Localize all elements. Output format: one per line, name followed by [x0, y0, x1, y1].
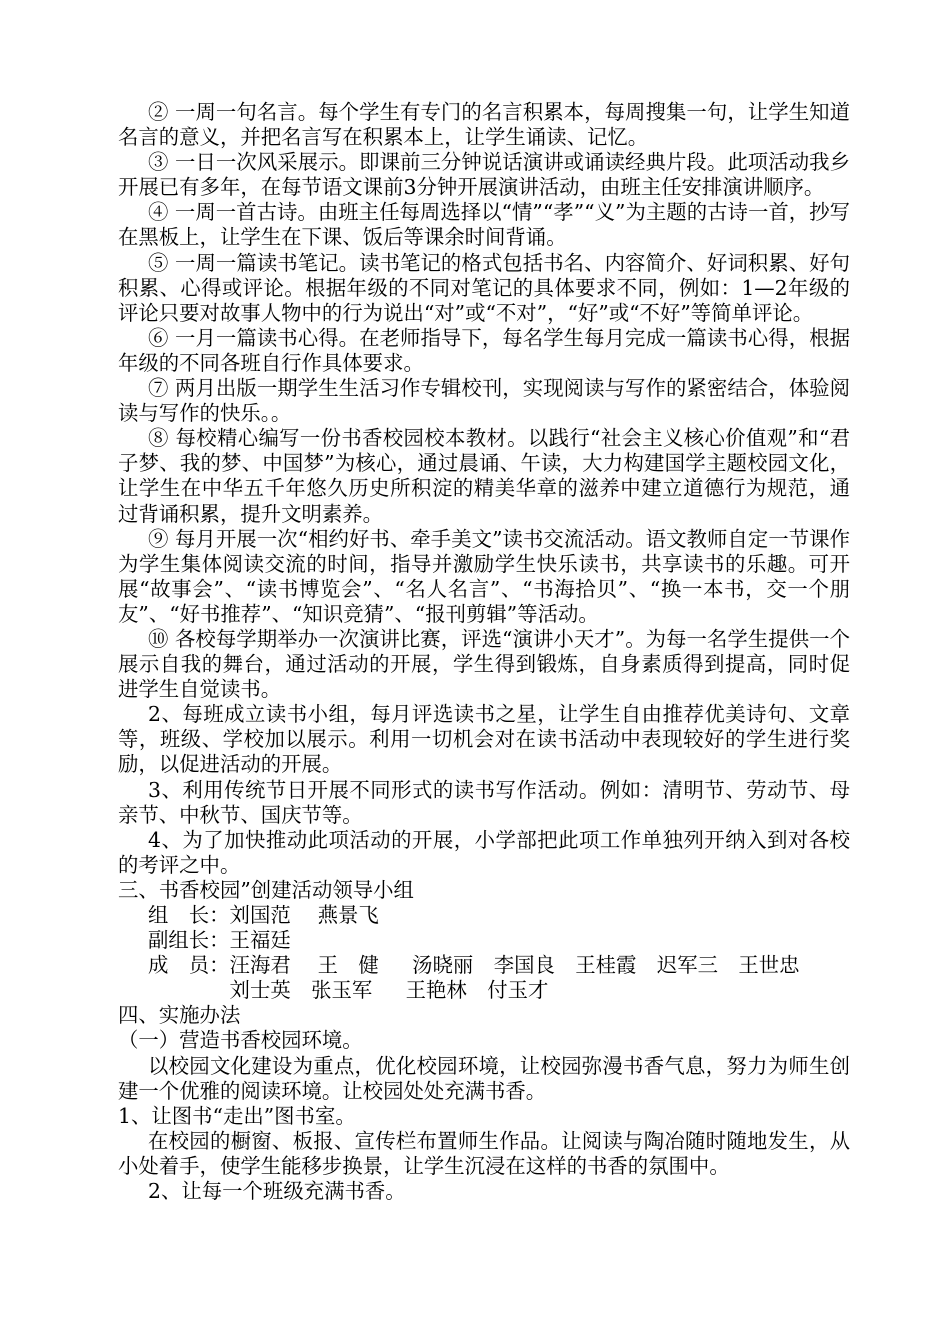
paragraph: ④ 一周一首古诗。由班主任每周选择以“情”“孝”“义”为主题的古诗一首，抄写在黑板上，让学生在下课、饭后等课余时间背诵。	[118, 200, 850, 250]
paragraph: 3、利用传统节日开展不同形式的读书写作活动。例如：清明节、劳动节、母亲节、中秋节、国庆节等。	[118, 777, 850, 827]
paragraph: 在校园的橱窗、板报、宣传栏布置师生作品。让阅读与陶冶随时随地发生，从小处着手，使学生能移步换景，让学生沉浸在这样的书香的氛围中。	[118, 1128, 850, 1178]
paragraph: 四、实施办法	[118, 1003, 241, 1028]
paragraph: 4、为了加快推动此项活动的开展，小学部把此项工作单独列开纳入到对各校的考评之中。	[118, 827, 850, 877]
paragraph: ⑩ 各校每学期举办一次演讲比赛，评选“演讲小天才”。为每一名学生提供一个展示自我的舞台，通过活动的开展，学生得到锻炼，自身素质得到提高，同时促进学生自觉读书。	[118, 626, 850, 702]
paragraph: 三、书香校园”创建活动领导小组	[118, 877, 414, 902]
paragraph: ⑧ 每校精心编写一份书香校园校本教材。以践行“社会主义核心价值观”和“君子梦、我的梦、中国梦”为核心，通过晨诵、午读，大力构建国学主题校园文化，让学生在中华五千年悠久历史所积淀的精美华章的滋养中建立道德行为规范，通过背诵积累，提升文明素养。	[118, 426, 850, 526]
paragraph: ⑦ 两月出版一期学生生活习作专辑校刊，实现阅读与写作的紧密结合，体验阅读与写作的快乐。。	[118, 376, 850, 426]
body-text-1	[118, 100, 850, 903]
paragraph: ⑨ 每月开展一次“相约好书、牵手美文”读书交流活动。语文教师自定一节课作为学生集体阅读交流的时间，指导并激励学生快乐读书，共享读书的乐趣。可开展“故事会”、“读书博览会”、“名人名言”、“书海拾贝”、“换一本书，交一个朋友”、“好书推荐”、“知识竞猜”、“报刊剪辑”等活动。	[118, 526, 850, 626]
member-line: 成 员：汪海君 王 健 汤晓丽 李国良 王桂霞 迟军三 王世忠	[148, 953, 800, 978]
paragraph: 1、让图书“走出”图书室。	[118, 1103, 356, 1128]
body-text-2	[118, 1003, 850, 1204]
paragraph: ③ 一日一次风采展示。即课前三分钟说话演讲或诵读经典片段。此项活动我乡开展已有多年，在每节语文课前3分钟开展演讲活动，由班主任安排演讲顺序。	[118, 150, 850, 200]
paragraph: ⑥ 一月一篇读书心得。在老师指导下，每名学生每月完成一篇读书心得，根据年级的不同各班自行作具体要求。	[118, 325, 850, 375]
paragraph: 2、让每一个班级充满书香。	[148, 1179, 406, 1204]
paragraph: （一）营造书香校园环境。	[118, 1028, 363, 1053]
leadership-members	[118, 903, 850, 1003]
member-line: 刘士英 张玉军 王艳林 付玉才	[148, 978, 549, 1003]
member-line: 组 长：刘国范 燕景飞	[148, 903, 379, 927]
paragraph: ⑤ 一周一篇读书笔记。读书笔记的格式包括书名、内容简介、好词积累、好句积累、心得或评论。根据年级的不同对笔记的具体要求不同，例如：1—2年级的评论只要对故事人物中的行为说出“对”或“不对”，“好”或“不好”等简单评论。	[118, 250, 850, 325]
paragraph: 以校园文化建设为重点，优化校园环境，让校园弥漫书香气息，努力为师生创建一个优雅的阅读环境。让校园处处充满书香。	[118, 1053, 850, 1103]
member-line: 副组长：王福廷	[148, 928, 291, 953]
paragraph: 2、每班成立读书小组，每月评选读书之星，让学生自由推荐优美诗句、文章等，班级、学校加以展示。利用一切机会对在读书活动中表现较好的学生进行奖励，以促进活动的开展。	[118, 702, 850, 777]
paragraph: ② 一周一句名言。每个学生有专门的名言积累本，每周搜集一句，让学生知道名言的意义，并把名言写在积累本上，让学生诵读、记忆。	[118, 100, 850, 150]
